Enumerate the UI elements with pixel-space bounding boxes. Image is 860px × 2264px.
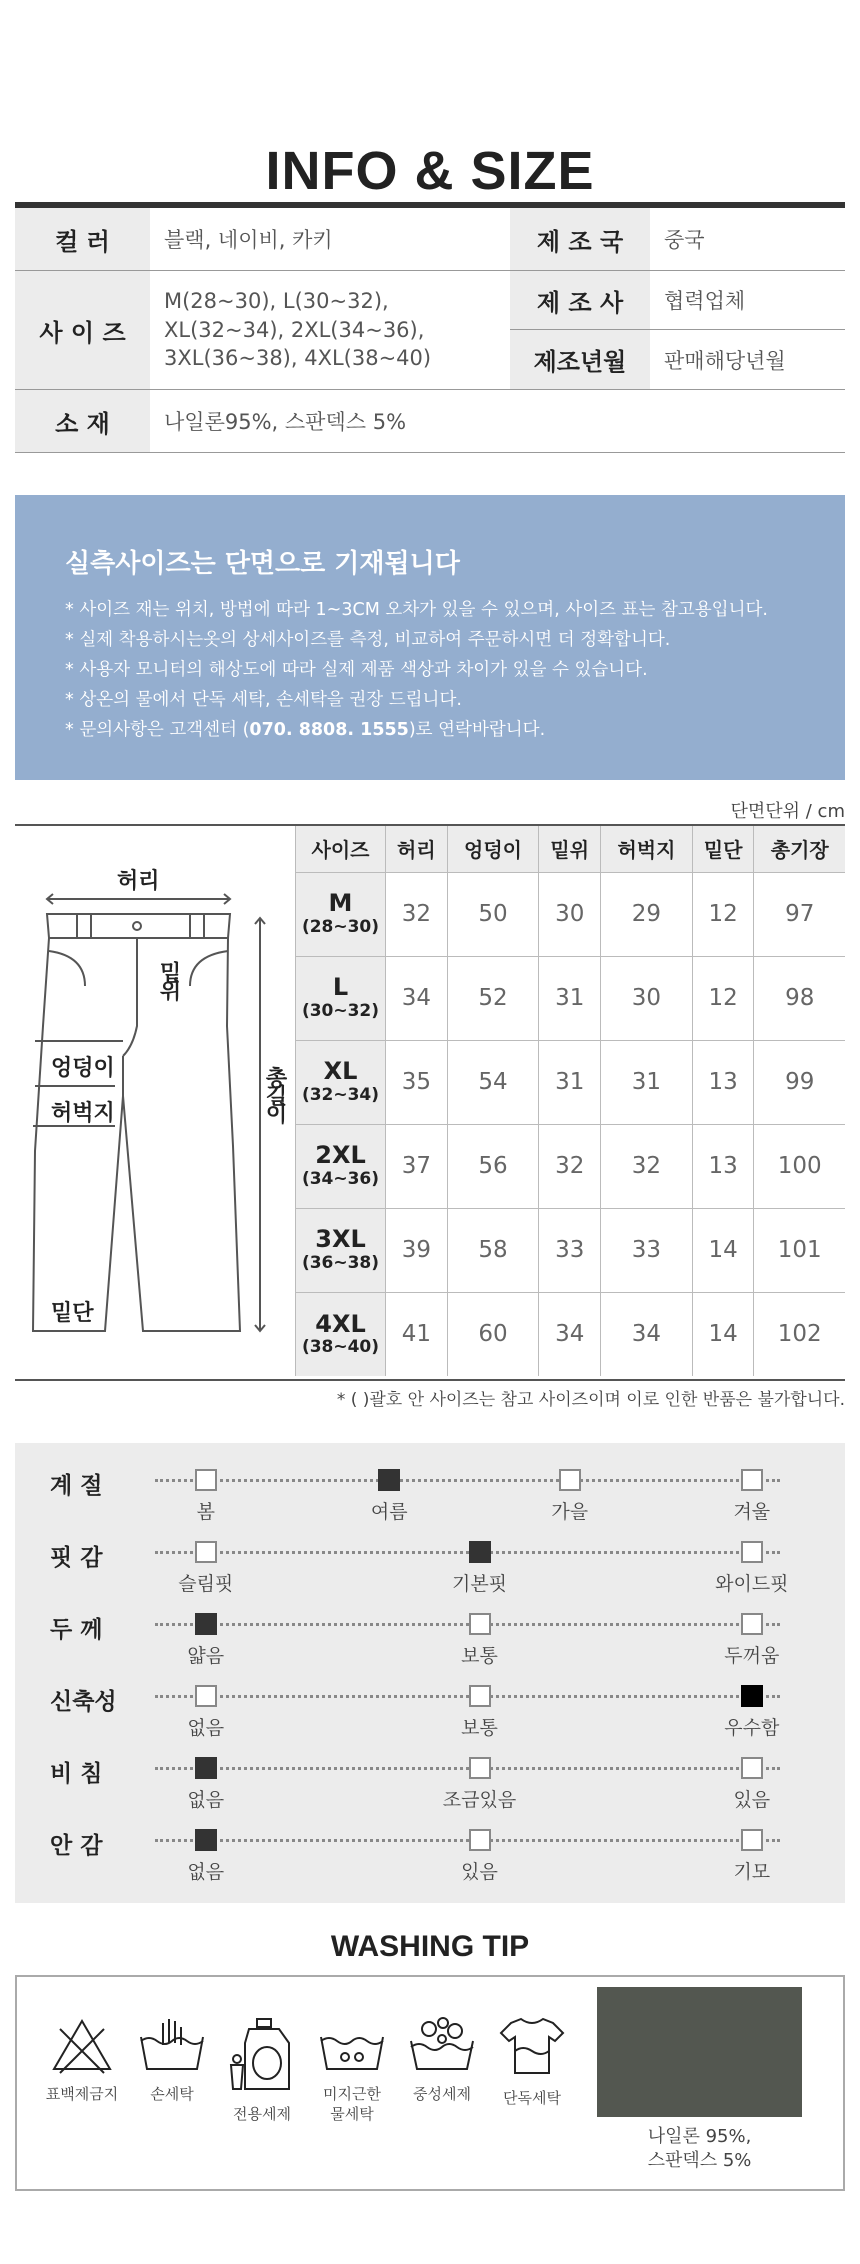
size-cell: XL (32~34) <box>296 1040 386 1124</box>
size-value-cell: 34 <box>386 956 448 1040</box>
color-value: 블랙, 네이비, 카키 <box>164 228 333 252</box>
attribute-option: 슬림핏 <box>178 1573 234 1595</box>
size-value-cell: 34 <box>601 1292 693 1376</box>
notice-item-contact: * 문의사항은 고객센터 (070. 8808. 1555)로 연락바랍니다. <box>65 720 546 740</box>
size-value-cell: 13 <box>692 1124 754 1208</box>
attribute-label: 비 침 <box>50 1761 103 1787</box>
notice-list <box>65 595 768 745</box>
notice-item: * 상온의 물에서 단독 세탁, 손세탁을 권장 드립니다. <box>65 690 462 710</box>
size-cell: M (28~30) <box>296 872 386 956</box>
notice-item: * 사이즈 재는 위치, 방법에 따라 1~3CM 오차가 있을 수 있으며, 사이즈 표는 참고용입니다. <box>65 600 768 620</box>
size-cell: L (30~32) <box>296 956 386 1040</box>
washing-item: 중성세제 <box>397 2015 487 2105</box>
attribute-option: 없음 <box>187 1861 225 1883</box>
attribute-checkbox <box>741 1685 763 1707</box>
size-table <box>295 826 845 1376</box>
attribute-label: 핏 감 <box>50 1545 103 1571</box>
attribute-checkbox <box>469 1685 491 1707</box>
attribute-option: 두꺼움 <box>724 1645 780 1667</box>
diagram-label-waist: 허리 <box>117 869 160 894</box>
header-thigh: 허벅지 <box>601 826 693 872</box>
page-title: INFO & SIZE <box>265 141 595 201</box>
attribute-label: 두 께 <box>50 1617 103 1643</box>
attribute-checkbox <box>195 1469 217 1491</box>
size-value-cell: 13 <box>692 1040 754 1124</box>
attribute-option: 여름 <box>370 1501 408 1523</box>
size-value-cell: 98 <box>754 956 845 1040</box>
attribute-checkbox <box>195 1541 217 1563</box>
attribute-option: 우수함 <box>724 1717 780 1739</box>
size-value-cell: 58 <box>447 1208 539 1292</box>
attribute-option: 보통 <box>461 1645 498 1667</box>
size-value-cell: 35 <box>386 1040 448 1124</box>
size-divider-bottom <box>15 1379 845 1381</box>
attribute-option: 기모 <box>733 1861 771 1883</box>
product-attributes <box>15 1443 845 1903</box>
detergent-icon <box>227 2015 297 2095</box>
attribute-checkbox <box>195 1613 217 1635</box>
attribute-checkbox <box>741 1469 763 1491</box>
attribute-dotted-line <box>155 1695 780 1698</box>
country-value: 중국 <box>664 228 705 252</box>
notice-item: * 실제 착용하시는옷의 상세사이즈를 측정, 비교하여 주문하시면 더 정확합니다. <box>65 630 671 650</box>
date-value: 판매해당년월 <box>664 348 786 373</box>
size-row <box>296 1292 846 1376</box>
no-bleach-icon <box>50 2015 114 2075</box>
header-waist: 허리 <box>386 826 448 872</box>
attribute-option: 없음 <box>187 1789 225 1811</box>
attribute-label: 안 감 <box>50 1833 103 1859</box>
product-info-table <box>15 208 845 458</box>
size-value-cell: 14 <box>692 1292 754 1376</box>
attribute-checkbox <box>378 1469 400 1491</box>
size-row <box>296 1040 846 1124</box>
color-label: 컬 러 <box>15 208 150 270</box>
attribute-dotted-line <box>155 1479 780 1482</box>
header-length: 총기장 <box>754 826 845 872</box>
washing-item: 표백제금지 <box>37 2015 127 2105</box>
diagram-label-rise: 밑위 <box>156 961 181 997</box>
size-value-cell: 31 <box>601 1040 693 1124</box>
header-hem: 밑단 <box>692 826 754 872</box>
size-cell: 2XL (34~36) <box>296 1124 386 1208</box>
attribute-dotted-line <box>155 1551 780 1554</box>
attribute-row <box>15 1683 845 1743</box>
attribute-dotted-line <box>155 1767 780 1770</box>
attribute-option: 기본핏 <box>451 1573 508 1595</box>
size-note: * ( )괄호 안 사이즈는 참고 사이즈이며 이로 인한 반품은 불가합니다. <box>336 1390 845 1410</box>
size-cell: 3XL (36~38) <box>296 1208 386 1292</box>
attribute-row <box>15 1827 845 1887</box>
attribute-checkbox <box>559 1469 581 1491</box>
attribute-label: 계 절 <box>50 1473 103 1499</box>
size-value-cell: 54 <box>447 1040 539 1124</box>
size-value-cell: 33 <box>601 1208 693 1292</box>
size-table-header <box>296 826 846 872</box>
size-value-cell: 99 <box>754 1040 845 1124</box>
header-size: 사이즈 <box>296 826 386 872</box>
size-value-cell: 39 <box>386 1208 448 1292</box>
washing-item: 미지근한 물세탁 <box>307 2015 397 2124</box>
size-row <box>296 1208 846 1292</box>
size-value-cell: 29 <box>601 872 693 956</box>
size-value-cell: 30 <box>601 956 693 1040</box>
size-value-cell: 32 <box>539 1124 601 1208</box>
attribute-dotted-line <box>155 1839 780 1842</box>
size-value-cell: 31 <box>539 956 601 1040</box>
maker-label: 제 조 사 <box>510 271 650 329</box>
attribute-option: 와이드핏 <box>715 1573 789 1595</box>
size-value-cell: 56 <box>447 1124 539 1208</box>
attribute-checkbox <box>741 1757 763 1779</box>
attribute-checkbox <box>741 1541 763 1563</box>
diagram-label-length: 총길이 <box>262 1066 287 1120</box>
size-value: M(28~30), L(30~32), XL(32~34), 2XL(34~36), 3XL(36~38), 4XL(38~40) <box>164 289 432 371</box>
fabric-composition: 나일론 95%, 스판덱스 5% <box>647 2126 752 2172</box>
size-row <box>296 872 846 956</box>
diagram-label-hip: 엉덩이 <box>51 1056 115 1081</box>
attribute-checkbox <box>195 1829 217 1851</box>
attribute-dotted-line <box>155 1623 780 1626</box>
size-label: 사 이 즈 <box>15 271 150 389</box>
attribute-checkbox <box>195 1685 217 1707</box>
size-cell: 4XL (38~40) <box>296 1292 386 1376</box>
neutral-detergent-icon <box>407 2015 477 2075</box>
size-value-cell: 12 <box>692 872 754 956</box>
fabric-color-swatch <box>597 1987 802 2117</box>
date-label: 제조년월 <box>510 330 650 389</box>
size-row <box>296 1124 846 1208</box>
attribute-row <box>15 1539 845 1599</box>
header-rise: 밑위 <box>539 826 601 872</box>
attribute-option: 보통 <box>461 1717 498 1739</box>
header-hip: 엉덩이 <box>447 826 539 872</box>
size-row <box>296 956 846 1040</box>
size-value-cell: 41 <box>386 1292 448 1376</box>
country-label: 제 조 국 <box>510 208 650 270</box>
notice-heading: 실측사이즈는 단면으로 기재됩니다 <box>65 549 460 579</box>
washing-item: 전용세제 <box>217 2015 307 2125</box>
measurement-notice <box>15 495 845 780</box>
material-label: 소 재 <box>15 390 150 452</box>
attribute-label: 신축성 <box>50 1689 117 1715</box>
attribute-option: 있음 <box>733 1789 771 1811</box>
attribute-checkbox <box>469 1829 491 1851</box>
attribute-checkbox <box>469 1613 491 1635</box>
size-value-cell: 52 <box>447 956 539 1040</box>
size-value-cell: 34 <box>539 1292 601 1376</box>
size-value-cell: 33 <box>539 1208 601 1292</box>
attribute-option: 봄 <box>196 1501 215 1523</box>
size-unit: 단면단위 / cm <box>730 801 845 822</box>
attribute-option: 있음 <box>461 1861 498 1883</box>
size-value-cell: 32 <box>601 1124 693 1208</box>
attribute-row <box>15 1467 845 1527</box>
attribute-row <box>15 1755 845 1815</box>
attribute-option: 가을 <box>551 1501 589 1523</box>
size-value-cell: 100 <box>754 1124 845 1208</box>
size-value-cell: 101 <box>754 1208 845 1292</box>
lukewarm-water-icon <box>317 2015 387 2075</box>
diagram-label-hem: 밑단 <box>51 1301 94 1326</box>
pants-diagram <box>15 826 295 1379</box>
attribute-option: 조금있음 <box>442 1789 517 1811</box>
size-value-cell: 30 <box>539 872 601 956</box>
washing-item: 손세탁 <box>127 2015 217 2105</box>
attribute-checkbox <box>195 1757 217 1779</box>
washing-box <box>15 1975 845 2191</box>
material-value: 나일론95%, 스판덱스 5% <box>164 410 407 434</box>
attribute-option: 얇음 <box>187 1645 225 1667</box>
size-value-cell: 60 <box>447 1292 539 1376</box>
diagram-label-thigh: 허벅지 <box>51 1101 115 1126</box>
hand-wash-icon <box>137 2015 207 2075</box>
size-value-cell: 32 <box>386 872 448 956</box>
attribute-checkbox <box>741 1613 763 1635</box>
size-value-cell: 97 <box>754 872 845 956</box>
attribute-checkbox <box>469 1541 491 1563</box>
size-value-cell: 31 <box>539 1040 601 1124</box>
size-value-cell: 50 <box>447 872 539 956</box>
washing-title: WASHING TIP <box>330 1930 530 1963</box>
attribute-checkbox <box>469 1757 491 1779</box>
size-value-cell: 14 <box>692 1208 754 1292</box>
attribute-row <box>15 1611 845 1671</box>
size-value-cell: 102 <box>754 1292 845 1376</box>
maker-value: 협력업체 <box>664 289 746 313</box>
attribute-option: 겨울 <box>733 1501 771 1523</box>
size-value-cell: 37 <box>386 1124 448 1208</box>
attribute-checkbox <box>741 1829 763 1851</box>
size-value-cell: 12 <box>692 956 754 1040</box>
contact-number: 070. 8808. 1555 <box>249 720 409 740</box>
washing-item: 단독세탁 <box>487 2015 577 2109</box>
wash-separately-icon <box>497 2015 567 2079</box>
notice-item: * 사용자 모니터의 해상도에 따라 실제 제품 색상과 차이가 있을 수 있습니다. <box>65 660 648 680</box>
attribute-option: 없음 <box>187 1717 225 1739</box>
